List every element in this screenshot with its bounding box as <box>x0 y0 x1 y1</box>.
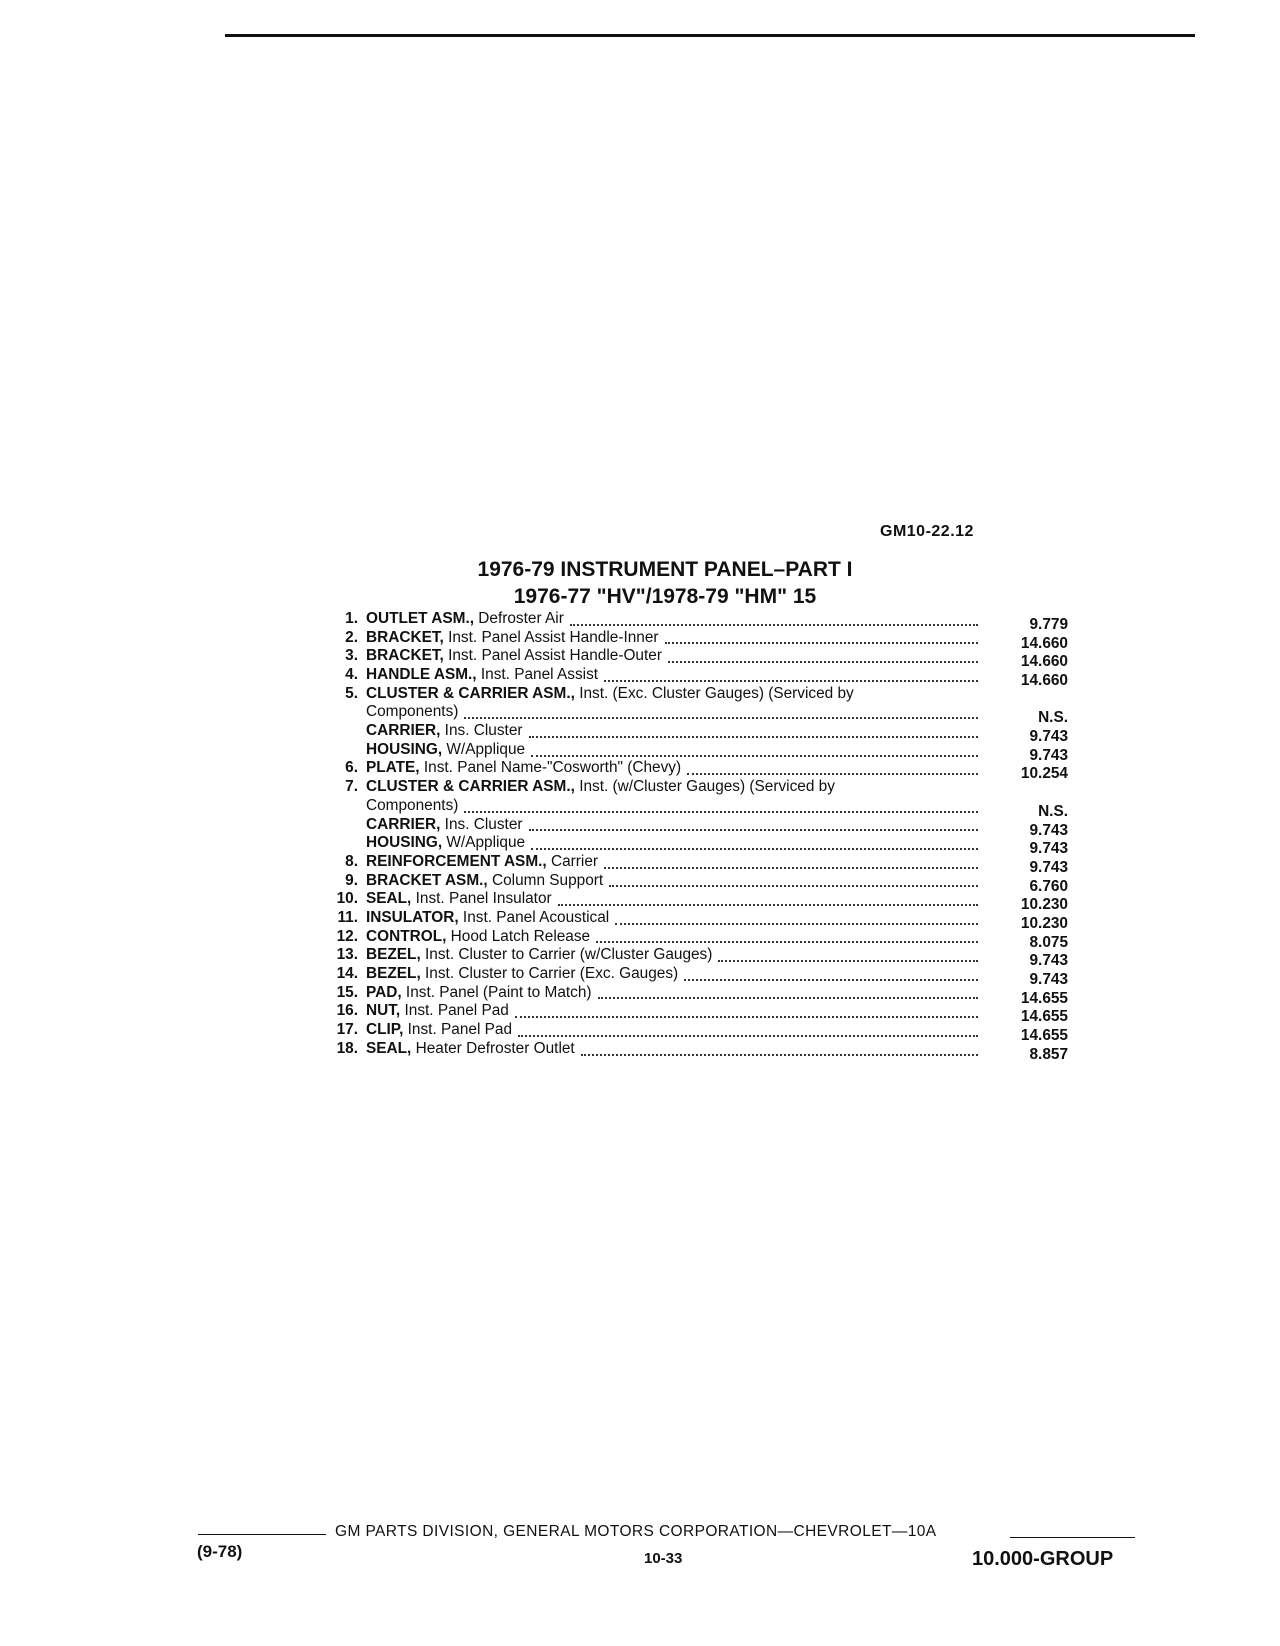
part-description <box>366 946 712 965</box>
part-name: PAD, <box>366 983 402 1001</box>
part-detail: Carrier <box>546 852 599 870</box>
parts-list <box>318 609 1068 1063</box>
part-detail: Ins. Cluster <box>440 722 523 740</box>
part-description <box>366 853 598 872</box>
group-number: 9.743 <box>1029 728 1068 746</box>
part-row <box>318 815 1068 839</box>
part-name: NUT, <box>366 1002 401 1020</box>
part-row <box>318 647 1068 671</box>
part-row <box>318 778 1068 797</box>
dot-leader <box>558 904 978 906</box>
part-name: SEAL, <box>366 1039 412 1057</box>
publisher-line: GM PARTS DIVISION, GENERAL MOTORS CORPORATION—CHEVROLET—10A <box>335 1523 937 1540</box>
group-number: 14.660 <box>1020 653 1068 671</box>
part-row <box>318 965 1068 989</box>
footer-rule-right <box>1010 1537 1135 1538</box>
dot-leader <box>570 624 978 626</box>
part-row <box>318 890 1068 914</box>
part-detail: Inst. Panel Pad <box>403 1021 513 1039</box>
part-description <box>366 965 678 984</box>
dot-leader <box>598 997 978 999</box>
part-description <box>366 834 525 853</box>
part-name: BEZEL, <box>366 965 421 983</box>
group-number: 14.660 <box>1020 672 1068 690</box>
part-description <box>366 1040 575 1059</box>
part-description <box>366 629 659 648</box>
group-number: 10.254 <box>1020 765 1068 783</box>
dot-leader <box>604 867 978 869</box>
part-name: SEAL, <box>366 890 412 908</box>
part-name: CARRIER, <box>366 815 441 833</box>
group-number: 6.760 <box>1029 877 1068 895</box>
part-detail: Ins. Cluster <box>440 815 523 833</box>
dot-leader <box>464 717 978 719</box>
part-description <box>366 647 662 666</box>
part-number: 11. <box>337 908 358 926</box>
part-row <box>318 871 1068 895</box>
part-detail: Inst. Panel Assist Handle-Outer <box>443 647 662 665</box>
part-detail: W/Applique <box>442 740 526 758</box>
part-row <box>318 852 1068 876</box>
dot-leader <box>665 642 978 644</box>
group-number: 8.857 <box>1029 1045 1068 1063</box>
dot-leader <box>581 1054 978 1056</box>
part-detail: Inst. Panel (Paint to Match) <box>401 983 592 1001</box>
part-number: 5. <box>345 684 358 702</box>
part-row <box>318 983 1068 1007</box>
group-number: 10.230 <box>1020 896 1068 914</box>
group-number: 9.743 <box>1029 858 1068 876</box>
part-name: BRACKET ASM., <box>366 871 488 889</box>
part-row <box>318 946 1068 970</box>
part-row <box>318 1021 1068 1045</box>
part-row <box>318 927 1068 951</box>
part-name: CONTROL, <box>366 927 447 945</box>
part-number: 16. <box>336 1002 358 1020</box>
part-description <box>366 816 523 835</box>
part-description <box>366 872 603 891</box>
group-number: 8.075 <box>1029 933 1068 951</box>
part-detail: Hood Latch Release <box>446 927 591 945</box>
part-description <box>366 778 835 797</box>
part-description <box>366 890 552 909</box>
part-description <box>366 685 854 704</box>
dot-leader <box>668 661 978 663</box>
part-number: 3. <box>345 647 358 665</box>
part-number: 6. <box>345 759 358 777</box>
dot-leader <box>609 885 978 887</box>
page-title: 1976-79 INSTRUMENT PANEL–PART I <box>477 558 853 581</box>
part-description <box>366 666 598 685</box>
part-detail: Inst. Panel Pad <box>400 1002 509 1020</box>
part-name: BRACKET, <box>366 647 444 665</box>
part-number: 9. <box>345 871 358 889</box>
part-number: 8. <box>345 852 358 870</box>
part-number: 4. <box>345 666 358 684</box>
part-detail: Inst. Cluster to Carrier (Exc. Gauges) <box>420 965 679 983</box>
group-number: 14.655 <box>1020 989 1068 1007</box>
dot-leader <box>531 848 978 850</box>
part-detail: W/Applique <box>442 834 526 852</box>
part-row <box>318 685 1068 704</box>
group-number: 14.660 <box>1020 634 1068 652</box>
part-row <box>318 834 1068 858</box>
part-detail-continued: Components) <box>366 703 459 721</box>
part-number: 17. <box>336 1021 358 1039</box>
part-name: HANDLE ASM., <box>366 666 477 684</box>
part-description <box>366 722 523 741</box>
part-row <box>318 740 1068 764</box>
part-description <box>366 1021 512 1040</box>
dot-leader <box>518 1035 978 1037</box>
part-detail: Inst. Panel Assist <box>476 666 599 684</box>
dot-leader <box>596 941 978 943</box>
dot-leader <box>615 923 978 925</box>
date-code: (9-78) <box>197 1542 243 1561</box>
part-row <box>318 1002 1068 1026</box>
part-number: 2. <box>345 628 358 646</box>
part-row <box>318 1039 1068 1063</box>
top-rule <box>225 34 1195 37</box>
part-row-continued <box>318 796 1068 820</box>
part-row <box>318 722 1068 746</box>
footer-rule-left <box>198 1534 326 1535</box>
part-detail: Column Support <box>487 871 604 889</box>
part-detail: Inst. (w/Cluster Gauges) (Serviced by <box>574 778 835 796</box>
part-name: CLIP, <box>366 1021 404 1039</box>
part-number: 14. <box>336 965 358 983</box>
part-number: 10. <box>336 890 358 908</box>
part-row <box>318 609 1068 633</box>
dot-leader <box>684 979 978 981</box>
part-detail: Inst. Panel Insulator <box>411 890 552 908</box>
part-name: CARRIER, <box>366 722 441 740</box>
dot-leader <box>464 811 978 813</box>
part-name: CLUSTER & CARRIER ASM., <box>366 684 575 702</box>
dot-leader <box>604 680 978 682</box>
part-name: OUTLET ASM., <box>366 609 475 627</box>
part-description <box>366 1002 509 1021</box>
page-number: 10-33 <box>644 1550 683 1567</box>
group-number: N.S. <box>1038 709 1068 727</box>
part-number: 13. <box>336 946 358 964</box>
part-name: CLUSTER & CARRIER ASM., <box>366 778 575 796</box>
part-description <box>366 928 590 947</box>
part-row <box>318 908 1068 932</box>
part-row <box>318 759 1068 783</box>
part-row-continued <box>318 703 1068 727</box>
section-code: GM10-22.12 <box>880 523 974 540</box>
dot-leader <box>687 773 978 775</box>
part-name: BRACKET, <box>366 628 444 646</box>
part-number: 12. <box>336 927 358 945</box>
part-name: INSULATOR, <box>366 908 459 926</box>
part-name: HOUSING, <box>366 740 443 758</box>
part-description <box>366 741 525 760</box>
part-name: BEZEL, <box>366 946 421 964</box>
page-subtitle: 1976-77 "HV"/1978-79 "HM" 15 <box>513 585 817 608</box>
part-number: 7. <box>345 778 358 796</box>
dot-leader <box>531 755 978 757</box>
part-description <box>366 759 681 778</box>
group-number: 14.655 <box>1020 1008 1068 1026</box>
group-number: 14.655 <box>1020 1027 1068 1045</box>
part-detail-continued: Components) <box>366 796 459 814</box>
part-detail: Inst. (Exc. Cluster Gauges) (Serviced by <box>574 684 854 702</box>
part-detail: Inst. Panel Acoustical <box>458 908 610 926</box>
part-detail: Inst. Panel Assist Handle-Inner <box>443 628 659 646</box>
group-number: N.S. <box>1038 802 1068 820</box>
part-description <box>366 610 564 629</box>
part-row <box>318 628 1068 652</box>
part-detail: Inst. Panel Name-"Cosworth" (Chevy) <box>419 759 682 777</box>
group-number: 9.779 <box>1029 615 1068 633</box>
dot-leader <box>718 960 978 962</box>
part-detail: Heater Defroster Outlet <box>411 1039 575 1057</box>
part-name: PLATE, <box>366 759 420 777</box>
part-detail: Defroster Air <box>474 609 564 627</box>
group-number: 9.743 <box>1029 971 1068 989</box>
group-number: 9.743 <box>1029 840 1068 858</box>
part-number: 15. <box>336 983 358 1001</box>
part-detail: Inst. Cluster to Carrier (w/Cluster Gauges) <box>420 946 713 964</box>
group-number: 9.743 <box>1029 952 1068 970</box>
part-number: 18. <box>336 1039 358 1057</box>
part-description <box>366 909 609 928</box>
part-number: 1. <box>345 609 358 627</box>
group-number: 9.743 <box>1029 746 1068 764</box>
group-number: 9.743 <box>1029 821 1068 839</box>
part-name: HOUSING, <box>366 834 443 852</box>
dot-leader <box>515 1016 978 1018</box>
part-name: REINFORCEMENT ASM., <box>366 852 547 870</box>
group-number: 10.230 <box>1020 914 1068 932</box>
part-description <box>366 984 592 1003</box>
dot-leader <box>529 829 979 831</box>
dot-leader <box>529 736 979 738</box>
part-row <box>318 666 1068 690</box>
group-label: 10.000-GROUP <box>972 1548 1114 1570</box>
